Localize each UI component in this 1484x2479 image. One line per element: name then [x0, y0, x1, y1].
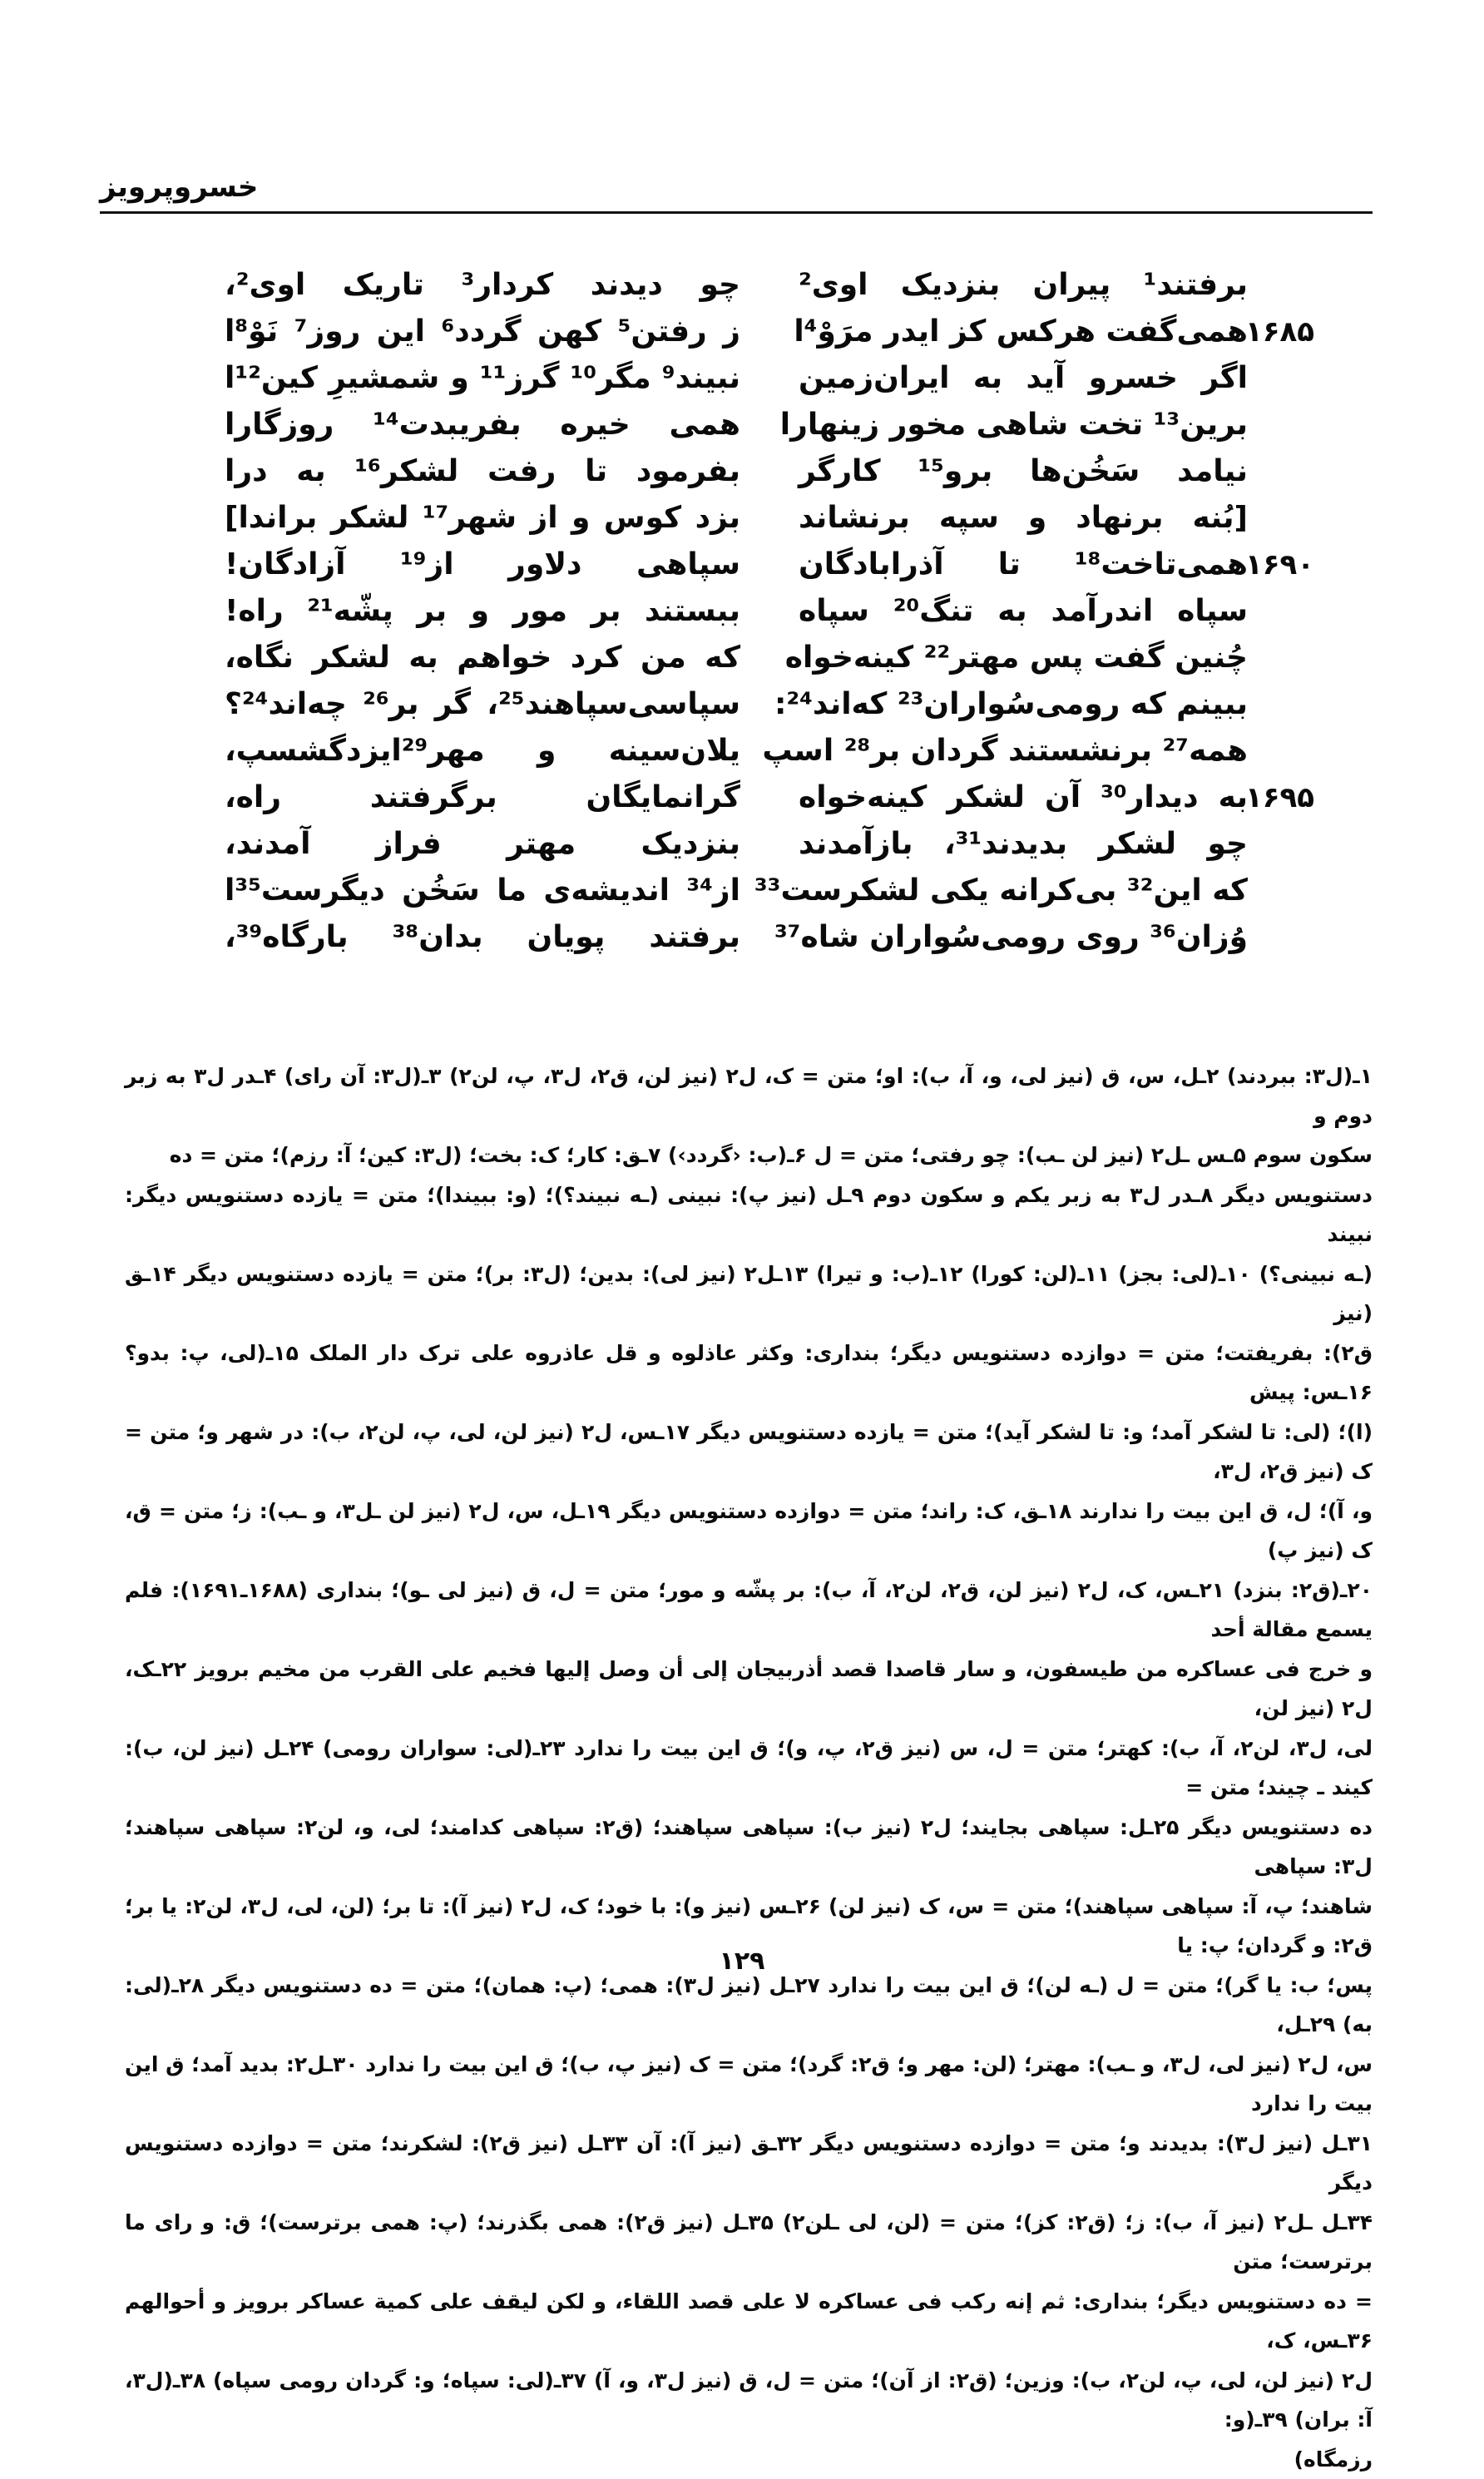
verse-line: ببینم که رومی‌سُواران²³ که‌اند²⁴:	[799, 681, 1314, 728]
footnote-line: ۱ـ(ل۳: ببردند) ۲ـل، س، ق (نیز لی، و، آ، ب): او؛ متن = ک، ل۲ (نیز لن، ق۲، ل۳، پ، لن۲) ۳ـ(ل۳: آن رای) ۴ـدر ل۳ به زبر دوم و	[125, 1056, 1373, 1136]
verse-line: ز رفتن⁵ کهن گردد⁶ این روز⁷ نَوْ⁸ا	[225, 309, 740, 355]
verse-line: بنزدیک مهتر فراز آمدند،	[225, 821, 740, 868]
verse-line: که این³² بی‌کرانه یکی لشکرست³³	[799, 868, 1314, 914]
verse-line: وُزان³⁶ روی رومی‌سُواران شاه³⁷	[799, 914, 1314, 961]
footnote-line: ق۲): بفریفتت؛ متن = دوازده دستنویس دیگر؛ بنداری: وکثر عاذلوه و قل عاذروه علی ترک دار الملک ۱۵ـ(لی، پ: بدو؟ ۱۶ـس: پیش	[125, 1334, 1373, 1413]
footnote-line: و خرج فی عساکره من طیسفون، و سار قاصدا قصد أذربیجان إلی أن وصل إلیها فخیم علی القرب من مخیم برویز ۲۲ـک، ل۲ (نیز لن،	[125, 1650, 1373, 1729]
footnote-line: شاهند؛ پ، آ: سپاهی سپاهند)؛ متن = س، ک (نیز لن) ۲۶ـس (نیز و): با خود؛ ک، ل۲ (نیز آ): تا بر؛ (لن، لی، ل۳، لن۲: یا بر؛ ق۲: و گردان؛ پ: یا	[125, 1887, 1373, 1966]
verse-line: همی خیره بفریبدت¹⁴ روزگارا	[225, 402, 740, 448]
line-number: ۱۶۹۰	[1245, 542, 1314, 588]
verse-line: اگر خسرو آید به ایران‌زمین	[799, 355, 1314, 402]
line-number: ۱۶۹۵	[1245, 774, 1314, 821]
footnote-line: (ـه نبینی؟) ۱۰ـ(لی: بجز) ۱۱ـ(لن: کورا) ۱۲ـ(ب: و تیرا) ۱۳ـل۲ (نیز لی): بدین؛ (ل۳: بر)؛ متن = یازده دستنویس دیگر ۱۴ـق (نیز	[125, 1254, 1373, 1334]
line-number: ۱۶۸۵	[1245, 309, 1314, 355]
verse-line: گرانمایگان برگرفتند راه،	[225, 774, 740, 821]
footnote-line: ۳۴ـل ـل۲ (نیز آ، ب): ز؛ (ق۲: کز)؛ متن = (لن، لی ـلن۲) ۳۵ـل (نیز ق۲): همی بگذرند؛ (پ: همی برترست)؛ ق: و رای ما برترست؛ متن	[125, 2203, 1373, 2282]
verse-line: سپاسی‌سپاهند²⁵، گر بر²⁶ چه‌اند²⁴؟	[225, 681, 740, 728]
verse-line: برین¹³ تخت شاهی مخور زینهارا	[799, 402, 1314, 448]
footnote-line: رزمگاه)	[125, 2440, 1373, 2479]
verse-line: که من کرد خواهم به لشکر نگاه،	[225, 635, 740, 681]
footnotes	[125, 1056, 1373, 2479]
verse-line: بفرمود تا رفت لشکر¹⁶ به درا	[225, 448, 740, 495]
footnote-line: ده دستنویس دیگر ۲۵ـل: سپاهی بجایند؛ ل۲ (نیز ب): سپاهی سپاهند؛ (ق۲: سپاهی کدامند؛ لی، و، لن۲: سپاهی سپاهند؛ ل۳: سپاهی	[125, 1808, 1373, 1887]
verse-line: ۱۶۸۵ همی‌گفت هرکس کز ایدر مرَوْ⁴ا	[799, 309, 1314, 355]
footnote-line: ل۲ (نیز لن، لی، پ، لن۲، ب): وزین؛ (ق۲: از آن)؛ متن = ل، ق (نیز ل۳، و، آ) ۳۷ـ(لی: سپاه؛ و: گردان رومی سپاه) ۳۸ـ(ل۳، آ: بران) ۳۹ـ(و:	[125, 2361, 1373, 2440]
verse-line: ببستند بر مور و بر پشّه²¹ راه!	[225, 588, 740, 635]
verse-line: نبیند⁹ مگر¹⁰ گرز¹¹ و شمشیرِ کین¹²ا	[225, 355, 740, 402]
verse-line: بزد کوس و از شهر¹⁷ لشکر براندا]	[225, 495, 740, 542]
verse-line: سپاهی دلاور از¹⁹ آزادگان!	[225, 542, 740, 588]
footnote-line: ۲۰ـ(ق۲: بنزد) ۲۱ـس، ک، ل۲ (نیز لن، ق۲، لن۲، آ، ب): بر پشّه و مور؛ متن = ل، ق (نیز لی ـو)؛ بنداری (۱۶۸۸ـ۱۶۹۱): فلم یسمع مقالة أحد	[125, 1571, 1373, 1650]
verse-line: از³⁴ اندیشه‌ی ما سَخُن دیگرست³⁵ا	[225, 868, 740, 914]
verse-line: چو لشکر بدیدند³¹، بازآمدند	[799, 821, 1314, 868]
verse-column-left	[225, 262, 740, 961]
verse-line: یلان‌سینه و مهر²⁹ایزدگشسپ،	[225, 728, 740, 774]
verse-line: چو دیدند کردار³ تاریک اوی²،	[225, 262, 740, 309]
header-rule	[100, 211, 1373, 214]
footnote-line: و، آ)؛ ل، ق این بیت را ندارند ۱۸ـق، ک: راند؛ متن = دوازده دستنویس دیگر ۱۹ـل، س، ل۲ (نیز لن ـل۳، و ـب): ز؛ متن = ق، ک (نیز پ)	[125, 1492, 1373, 1571]
verse-line: نیامد سَخُن‌ها برو¹⁵ کارگر	[799, 448, 1314, 495]
verse-line: همه²⁷ برنشستند گردان بر²⁸ اسپ	[799, 728, 1314, 774]
page-number: ۱۲۹	[0, 1947, 1484, 1976]
verse-line: برفتند پویان بدان³⁸ بارگاه³⁹،	[225, 914, 740, 961]
verse-line: چُنین گفت پس مهتر²² کینه‌خواه	[799, 635, 1314, 681]
footnote-line: = ده دستنویس دیگر؛ بنداری: ثم إنه رکب فی عساکره لا علی قصد اللقاء، و لکن لیقف علی کمیة عساکر برویز و أحوالهم ۳۶ـس، ک،	[125, 2282, 1373, 2361]
footnote-line: دستنویس دیگر ۸ـدر ل۳ به زبر یکم و سکون دوم ۹ـل (نیز پ): نبینی (ـه نبیند؟)؛ (و: ببیندا)؛ متن = یازده دستنویس دیگر: نبیند	[125, 1175, 1373, 1254]
verse-line: [بُنه برنهاد و سپه برنشاند	[799, 495, 1314, 542]
footnote-line: سکون سوم ۵ـس ـل۲ (نیز لن ـب): چو رفتی؛ متن = ل ۶ـ(ب: ‹گردد›) ۷ـق: کار؛ ک: بخت؛ (ل۳: کین؛ آ: رزم)؛ متن = ده	[125, 1136, 1373, 1175]
footnote-line: ۳۱ـل (نیز ل۳): بدیدند و؛ متن = دوازده دستنویس دیگر ۳۲ـق (نیز آ): آن ۳۳ـل (نیز ق۲): لشکرند؛ متن = دوازده دستنویس دیگر	[125, 2124, 1373, 2203]
footnote-line: (ا)؛ (لی: تا لشکر آمد؛ و: تا لشکر آید)؛ متن = یازده دستنویس دیگر ۱۷ـس، ل۲ (نیز لن، لی، پ، لن۲، ب): در شهر و؛ متن = ک (نیز ق۲، ل۳،	[125, 1413, 1373, 1492]
footnote-line: پس؛ ب: یا گر)؛ متن = ل (ـه لن)؛ ق این بیت را ندارد ۲۷ـل (نیز ل۳): همی؛ (پ: همان)؛ متن = ده دستنویس دیگر ۲۸ـ(لی: به) ۲۹ـل،	[125, 1966, 1373, 2045]
verse-line: برفتند¹ پیران بنزدیک اوی²	[799, 262, 1314, 309]
running-title: خسروپرویز	[100, 171, 258, 204]
verse-column-right	[799, 262, 1314, 961]
verse-line: سپاه اندرآمد به تنگ²⁰ سپاه	[799, 588, 1314, 635]
footnote-line: لی، ل۳، لن۲، آ، ب): کهتر؛ متن = ل، س (نیز ق۲، پ، و)؛ ق این بیت را ندارد ۲۳ـ(لی: سواران رومی) ۲۴ـل (نیز لن، ب): کیند ـ چیند؛ متن =	[125, 1729, 1373, 1808]
verse-line: ۱۶۹۵ به دیدار³⁰ آن لشکر کینه‌خواه	[799, 774, 1314, 821]
verse-block	[225, 262, 1314, 1011]
verse-line: ۱۶۹۰ همی‌تاخت¹⁸ تا آذرابادگان	[799, 542, 1314, 588]
footnote-line: س، ل۲ (نیز لی، ل۳، و ـب): مهتر؛ (لن: مهر و؛ ق۲: گرد)؛ متن = ک (نیز پ، ب)؛ ق این بیت را ندارد ۳۰ـل۲: بدید آمد؛ ق این بیت را ندارد	[125, 2045, 1373, 2124]
